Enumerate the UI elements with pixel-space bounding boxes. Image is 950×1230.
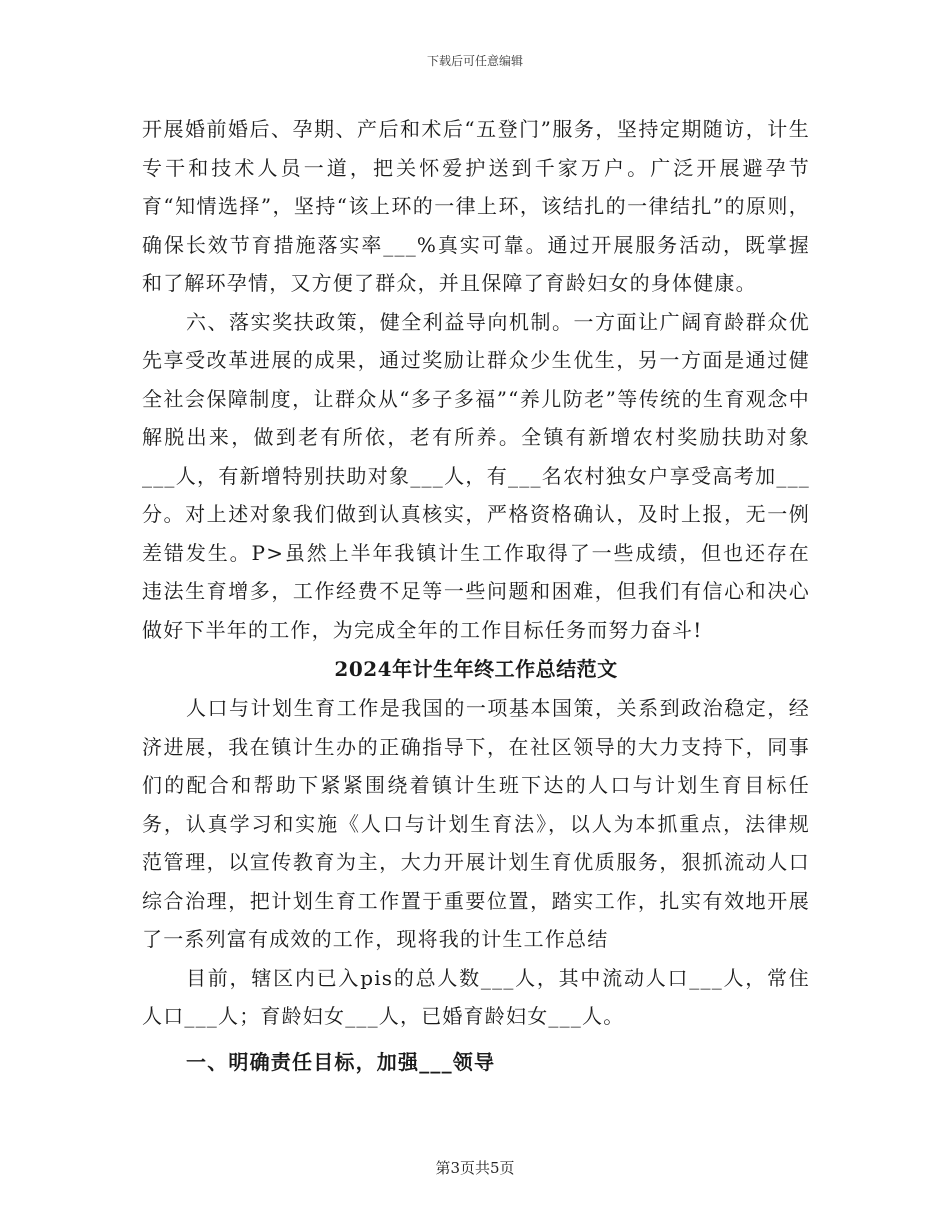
paragraph-intro: 人口与计划生育工作是我国的一项基本国策，关系到政治稳定，经济进展，我在镇计生办的正确指导下，在社区领导的大力支持下，同事们的配合和帮助下紧紧围绕着镇计生班下达的人口与计划生育目标任务，认真学习和实施《人口与计划生育法》，以人为本抓重点，法律规范管理，以宣传教育为主，大力开展计划生育优质服务，狠抓流动人口综合治理，把计划生育工作置于重要位置，踏实工作，扎实有效地开展了一系列富有成效的工作，现将我的计生工作总结 bbox=[142, 696, 810, 951]
header-note: 下载后可任意编辑 bbox=[426, 54, 523, 68]
paragraph-policy: 六、落实奖扶政策，健全利益导向机制。一方面让广阔育龄群众优先享受改革进展的成果，通过奖励让群众少生优生，另一方面是通过健全社会保障制度，让群众从“多子多福”“养儿防老”等传统的生育观念中解脱出来，做到老有所依，老有所养。全镇有新增农村奖励扶助对象___人，有新增特别扶助对象___人，有___名农村独女户享受高考加___分。对上述对象我们做到认真核实，严格资格确认，及时上报，无一例差错发生。P>虽然上半年我镇计生工作取得了一些成绩，但也还存在违法生育增多，工作经费不足等一些问题和困难，但我们有信心和决心做好下半年的工作，为完成全年的工作目标任务而努力奋斗! bbox=[142, 309, 810, 642]
paragraph-population: 目前，辖区内已入pis的总人数___人，其中流动人口___人，常住人口___人；育龄妇女___人，已婚育龄妇女___人。 bbox=[142, 965, 810, 1028]
section-heading: 一、明确责任目标，加强___领导 bbox=[186, 1049, 496, 1074]
document-title: 2024年计生年终工作总结范文 bbox=[334, 657, 618, 681]
page-indicator: 第3页共5页 bbox=[435, 1159, 515, 1177]
paragraph-service: 开展婚前婚后、孕期、产后和术后“五登门”服务，坚持定期随访，计生专干和技术人员一道，把关怀爱护送到千家万户。广泛开展避孕节育“知情选择”，坚持“该上环的一律上环，该结扎的一律结扎”的原则，确保长效节育措施落实率___%真实可靠。通过开展服务活动，既掌握和了解环孕情，又方便了群众，并且保障了育龄妇女的身体健康。 bbox=[142, 117, 810, 295]
document-body bbox=[142, 110, 810, 1082]
